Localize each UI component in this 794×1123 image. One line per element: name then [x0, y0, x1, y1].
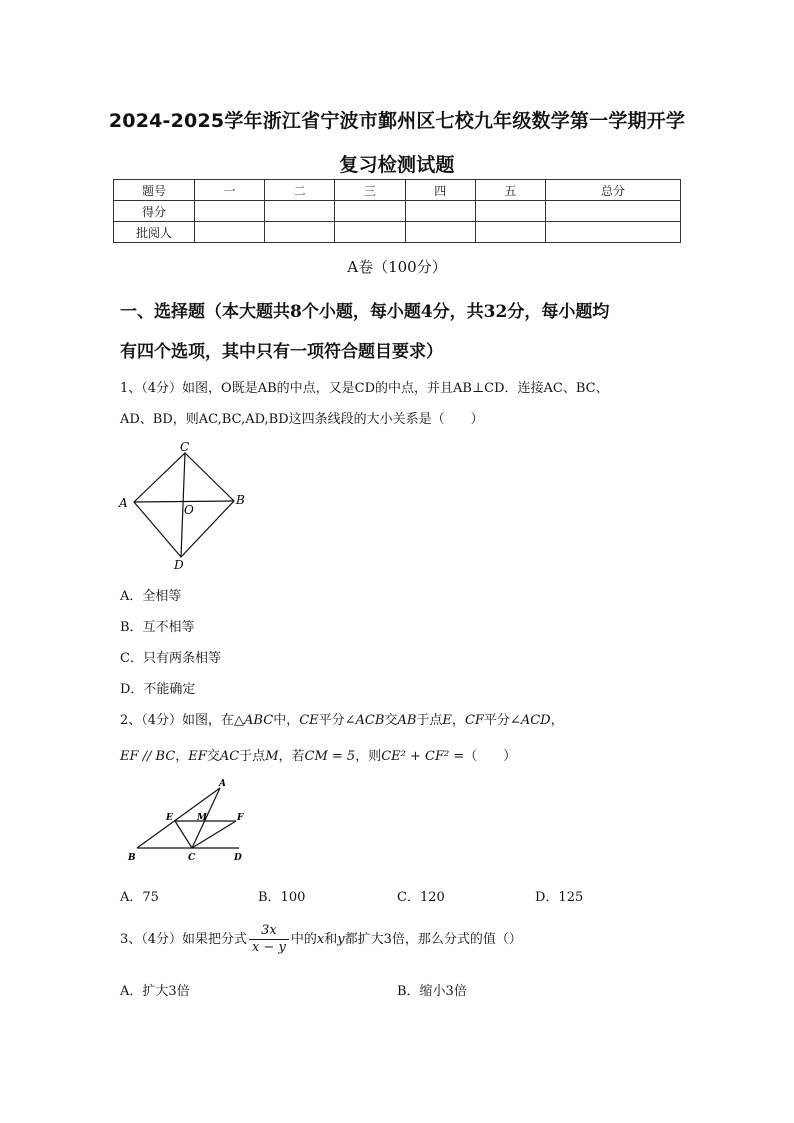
score-table-header-row [114, 180, 681, 201]
table-cell [405, 222, 475, 243]
q2-segment-ec [175, 821, 192, 848]
q2-option-a: A．75 [120, 890, 159, 905]
q1-label-b: B [236, 493, 245, 507]
q3-fraction-denominator: x − y [252, 940, 286, 955]
q2-label-c: C [188, 853, 196, 863]
q3-math: y [337, 932, 345, 947]
q2-math: ∠ACD [509, 713, 551, 728]
document-title-line2: 复习检测试题 [339, 154, 455, 176]
q1-label-o: O [184, 503, 194, 517]
table-cell: 题号 [114, 180, 195, 201]
q2-text: 交 [384, 713, 398, 728]
q2-math: △ABC [234, 713, 274, 728]
q2-figure [122, 778, 254, 866]
q2-label-e: E [166, 813, 173, 823]
q2-math: CE [299, 713, 319, 728]
q2-text: 平分 [318, 713, 345, 728]
q2-text-line1 [120, 709, 564, 728]
q3-text [120, 920, 522, 960]
table-cell [405, 201, 475, 222]
q2-math: AC [219, 749, 240, 764]
q1-option-b: B．互不相等 [120, 620, 195, 635]
table-cell [475, 201, 545, 222]
q1-text-line1: 1、（4分）如图，O既是AB的中点，又是CD的中点，并且AB⊥CD．连接AC、BC、 [120, 381, 609, 396]
q3-option-b: B．缩小3倍 [397, 984, 467, 999]
q2-text: 于点 [416, 713, 443, 728]
q1-label-d: D [174, 558, 184, 572]
table-cell: 得分 [114, 201, 195, 222]
q2-text: ，则 [355, 749, 382, 764]
table-cell [546, 222, 681, 243]
q2-text: ， [451, 713, 465, 728]
q2-text: 交 [206, 749, 220, 764]
q3-text: 中的 [290, 932, 317, 947]
q2-math: CE² + CF² = [381, 749, 465, 764]
q2-math: AB [397, 713, 417, 728]
table-cell: 总分 [546, 180, 681, 201]
q2-text: （ ） [464, 749, 517, 764]
q3-text-prefix: 3、（4分）如果把分式 [120, 932, 248, 947]
table-cell: 一 [195, 180, 265, 201]
table-cell [335, 222, 405, 243]
q1-text-line2: AD、BD，则AC,BC,AD,BD这四条线段的大小关系是（ ） [120, 412, 484, 427]
table-cell [195, 222, 265, 243]
q1-option-d: D．不能确定 [120, 682, 196, 697]
section-a-heading: A卷（100分） [347, 258, 447, 276]
q2-text: ，若 [278, 749, 305, 764]
table-cell: 二 [265, 180, 335, 201]
q2-text: ， [175, 749, 189, 764]
q2-math: CF [464, 713, 484, 728]
table-cell [475, 222, 545, 243]
q2-math: EF // BC [120, 749, 176, 764]
score-table-row-score [114, 201, 681, 222]
q3-text: 和 [324, 932, 338, 947]
score-table-row-reviewer [114, 222, 681, 243]
table-cell: 五 [475, 180, 545, 201]
q3-fraction [249, 923, 289, 956]
part1-heading-line1: 一、选择题（本大题共8个小题，每小题4分，共32分，每小题均 [120, 302, 610, 322]
q1-label-a: A [119, 496, 128, 510]
q2-text: 平分 [483, 713, 510, 728]
q2-label-b: B [128, 853, 136, 863]
q1-label-c: C [180, 440, 190, 454]
q2-math: EF [188, 749, 207, 764]
q2-text-line2 [120, 745, 516, 764]
q1-option-c: C．只有两条相等 [120, 651, 221, 666]
q2-text: ， [550, 713, 564, 728]
q1-segment-ab [134, 501, 234, 502]
q1-figure [112, 440, 252, 572]
table-cell: 四 [405, 180, 475, 201]
q2-label-m: M [197, 813, 207, 823]
part1-heading-line2: 有四个选项，其中只有一项符合题目要求） [120, 342, 443, 362]
table-cell [195, 201, 265, 222]
q3-text-suffix: 都扩大3倍，那么分式的值（） [344, 932, 522, 947]
q2-label-a: A [219, 779, 226, 789]
table-cell: 批阅人 [114, 222, 195, 243]
table-cell [265, 222, 335, 243]
q3-math: x [316, 932, 325, 947]
q1-option-a: A．全相等 [120, 589, 182, 604]
table-cell [546, 201, 681, 222]
q2-label-d: D [234, 853, 242, 863]
q2-text: 2、（4分）如图，在 [120, 713, 235, 728]
q2-text: 于点 [239, 749, 266, 764]
table-cell: 三 [335, 180, 405, 201]
document-title-line1: 2024-2025学年浙江省宁波市鄞州区七校九年级数学第一学期开学 [108, 110, 686, 132]
table-cell [335, 201, 405, 222]
q2-option-b: B．100 [258, 890, 306, 905]
score-table [113, 179, 681, 243]
q2-math: M [265, 749, 279, 764]
q2-option-c: C．120 [397, 890, 445, 905]
q2-math: ∠ACB [344, 713, 385, 728]
q2-math: CM = 5 [304, 749, 356, 764]
q3-option-a: A．扩大3倍 [120, 984, 190, 999]
q2-label-f: F [237, 813, 244, 823]
q3-fraction-numerator: 3x [249, 923, 289, 940]
q2-option-d: D．125 [535, 890, 584, 905]
q2-text: 中， [273, 713, 300, 728]
table-cell [265, 201, 335, 222]
q2-math: E [442, 713, 452, 728]
